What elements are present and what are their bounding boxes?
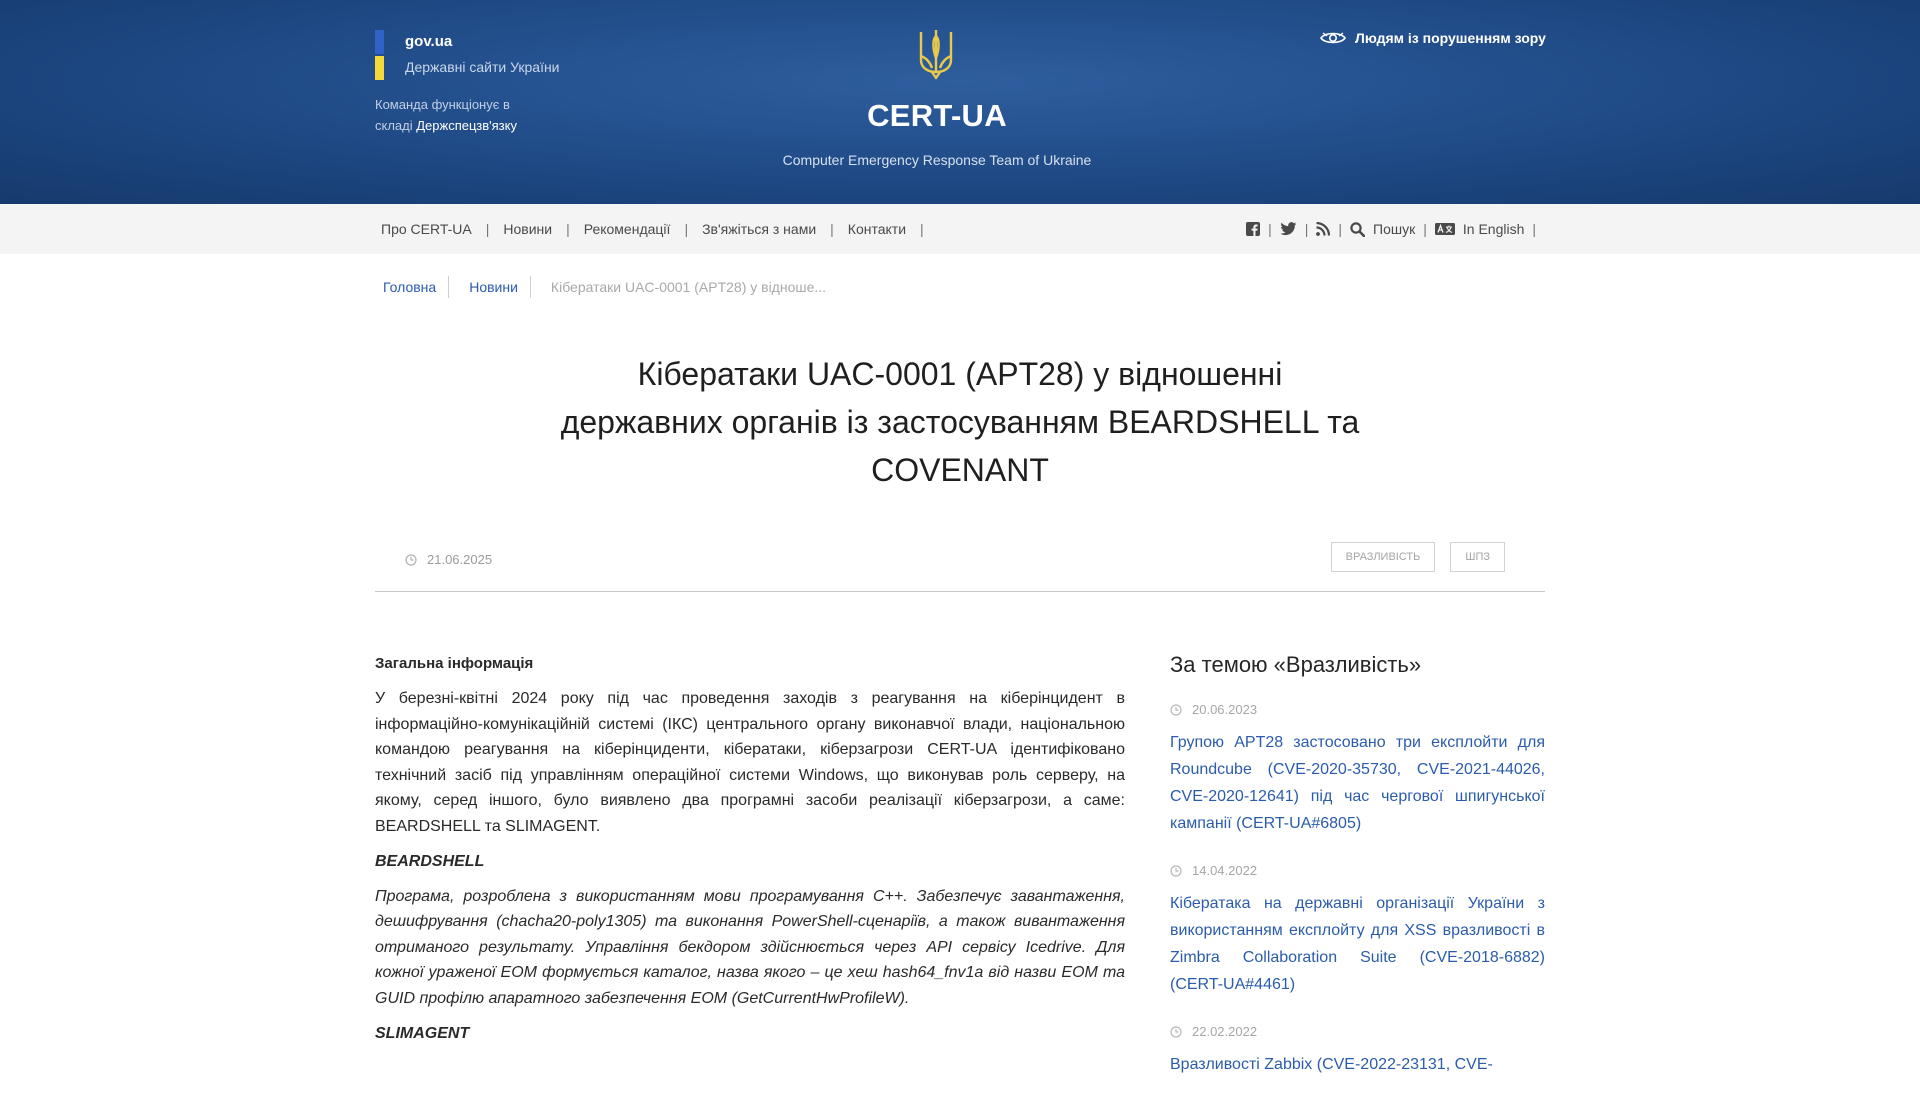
site-brand[interactable]: CERT-UA xyxy=(867,98,1007,133)
related-sidebar xyxy=(1170,652,1545,1104)
tag-malware[interactable]: ШПЗ xyxy=(1450,542,1505,572)
beardshell-heading: BEARDSHELL xyxy=(375,853,485,870)
breadcrumb-divider xyxy=(530,276,531,298)
related-date xyxy=(1170,863,1545,878)
team-note xyxy=(375,94,545,136)
related-item xyxy=(1170,702,1545,837)
gov-ua-subtitle: Державні сайти України xyxy=(405,59,560,75)
related-link[interactable]: Кібератака на державні організації України з використанням експлойту для XSS вразливості в Zimbra Collaboration Suite (CVE-2018-6882) (CERT-UA#4461) xyxy=(1170,895,1545,993)
nav-divider: | xyxy=(566,221,570,237)
nav-item-news[interactable]: Новини xyxy=(503,221,553,237)
nav-divider: | xyxy=(1338,221,1343,237)
ukraine-flag-icon xyxy=(375,30,384,80)
related-date xyxy=(1170,702,1545,717)
related-date-text: 14.04.2022 xyxy=(1192,863,1258,878)
gov-ua-title[interactable]: gov.ua xyxy=(405,33,453,50)
breadcrumb-news[interactable]: Новини xyxy=(469,279,518,295)
breadcrumb-current: Кібератаки UAC-0001 (APT28) у відноше... xyxy=(550,279,827,295)
section-heading: Загальна інформація xyxy=(375,655,534,672)
accessibility-label: Людям із порушенням зору xyxy=(1355,30,1546,46)
site-brand-subtitle: Computer Emergency Response Team of Ukraine xyxy=(782,152,1092,168)
nav-divider: | xyxy=(1268,221,1272,237)
related-link[interactable]: Вразливості Zabbix (CVE-2022-23131, CVE- xyxy=(1170,1056,1493,1073)
nav-divider: | xyxy=(1304,221,1309,237)
breadcrumb-home[interactable]: Головна xyxy=(383,279,437,295)
slimagent-heading: SLIMAGENT xyxy=(375,1025,470,1042)
related-item xyxy=(1170,1024,1545,1078)
article-body xyxy=(375,652,1125,1056)
nav-divider: | xyxy=(684,221,689,237)
trident-icon xyxy=(918,28,954,80)
clock-icon xyxy=(405,554,417,566)
related-date xyxy=(1170,1024,1545,1039)
accessibility-button[interactable] xyxy=(1320,30,1546,46)
related-date-text: 20.06.2023 xyxy=(1192,702,1258,717)
dsszzi-link[interactable]: Держспецзв'язку xyxy=(416,118,517,133)
search-button[interactable] xyxy=(1350,221,1415,237)
article-date xyxy=(405,552,492,567)
breadcrumb xyxy=(375,276,826,298)
related-item xyxy=(1170,863,1545,998)
site-header xyxy=(0,0,1920,204)
search-icon xyxy=(1350,222,1365,237)
main-nav xyxy=(0,204,1920,254)
nav-divider: | xyxy=(1423,221,1427,237)
rss-icon[interactable] xyxy=(1316,222,1330,236)
beardshell-text: Програма, розроблена з використанням мови програмування C++. Забезпечує завантаження, дешифрування (chacha20-poly1305) та виконання PowerShell-сценаріїв, а також вивантаження отриманого результату. Управління бекдором здійснюється через API сервісу Icedrive. Для кожної ураженої ЕОМ формується каталог, назва якого – це хеш hash64_fnv1a від назви ЕОМ та GUID профілю апаратного забезпечення ЕОМ (GetCurrentHwProfileW). xyxy=(375,887,1125,1007)
language-label: In English xyxy=(1462,221,1525,237)
nav-item-about[interactable]: Про CERT-UA xyxy=(381,221,472,237)
facebook-icon[interactable] xyxy=(1246,222,1260,236)
nav-divider: | xyxy=(485,221,490,237)
nav-divider: | xyxy=(920,221,924,237)
article-date-text: 21.06.2025 xyxy=(427,552,493,567)
related-date-text: 22.02.2022 xyxy=(1192,1024,1258,1039)
nav-item-recommendations[interactable]: Рекомендації xyxy=(583,221,671,237)
page-title: Кібератаки UAC-0001 (APT28) у відношенні державних органів із застосуванням BEARDSHELL та COVENANT xyxy=(560,356,1360,488)
nav-item-contact-us[interactable]: Зв'яжіться з нами xyxy=(702,221,817,237)
clock-icon xyxy=(1170,865,1182,877)
tag-vulnerability[interactable]: ВРАЗЛИВІСТЬ xyxy=(1331,542,1436,572)
related-link[interactable]: Групою APT28 застосовано три експлойти для Roundcube (CVE-2020-35730, CVE-2021-44026, CVE-2020-12641) під час чергової шпигунської кампанії (CERT-UA#6805) xyxy=(1170,734,1545,832)
nav-divider: | xyxy=(1532,221,1536,237)
nav-divider: | xyxy=(830,221,834,237)
nav-item-contacts[interactable]: Контакти xyxy=(847,221,907,237)
search-label: Пошук xyxy=(1373,221,1416,237)
language-icon xyxy=(1435,223,1455,235)
twitter-icon[interactable] xyxy=(1280,222,1297,236)
article-meta xyxy=(375,540,1545,592)
clock-icon xyxy=(1170,1026,1182,1038)
breadcrumb-divider xyxy=(448,276,449,298)
language-button[interactable] xyxy=(1435,221,1524,237)
article-intro: У березні-квітні 2024 року під час проведення заходів з реагування на кіберінцидент в інформаційно-комунікаційній системі (ІКС) центрального органу виконавчої влади, національною командою реагування на кіберінциденти, кібератаки, кіберзагрози CERT-UA ідентифіковано технічний засіб під управлінням операційної системи Windows, що виконував роль серверу, на якому, серед іншого, було виявлено два програмні засоби реалізації кіберзагрози, а саме: BEARDSHELL та SLIMAGENT. xyxy=(375,690,1125,835)
team-prefix: Команда функціонує в складі xyxy=(375,97,510,133)
sidebar-heading: За темою «Вразливість» xyxy=(1170,652,1422,677)
clock-icon xyxy=(1170,704,1182,716)
article-tags xyxy=(1316,542,1505,572)
eye-icon xyxy=(1320,31,1346,45)
